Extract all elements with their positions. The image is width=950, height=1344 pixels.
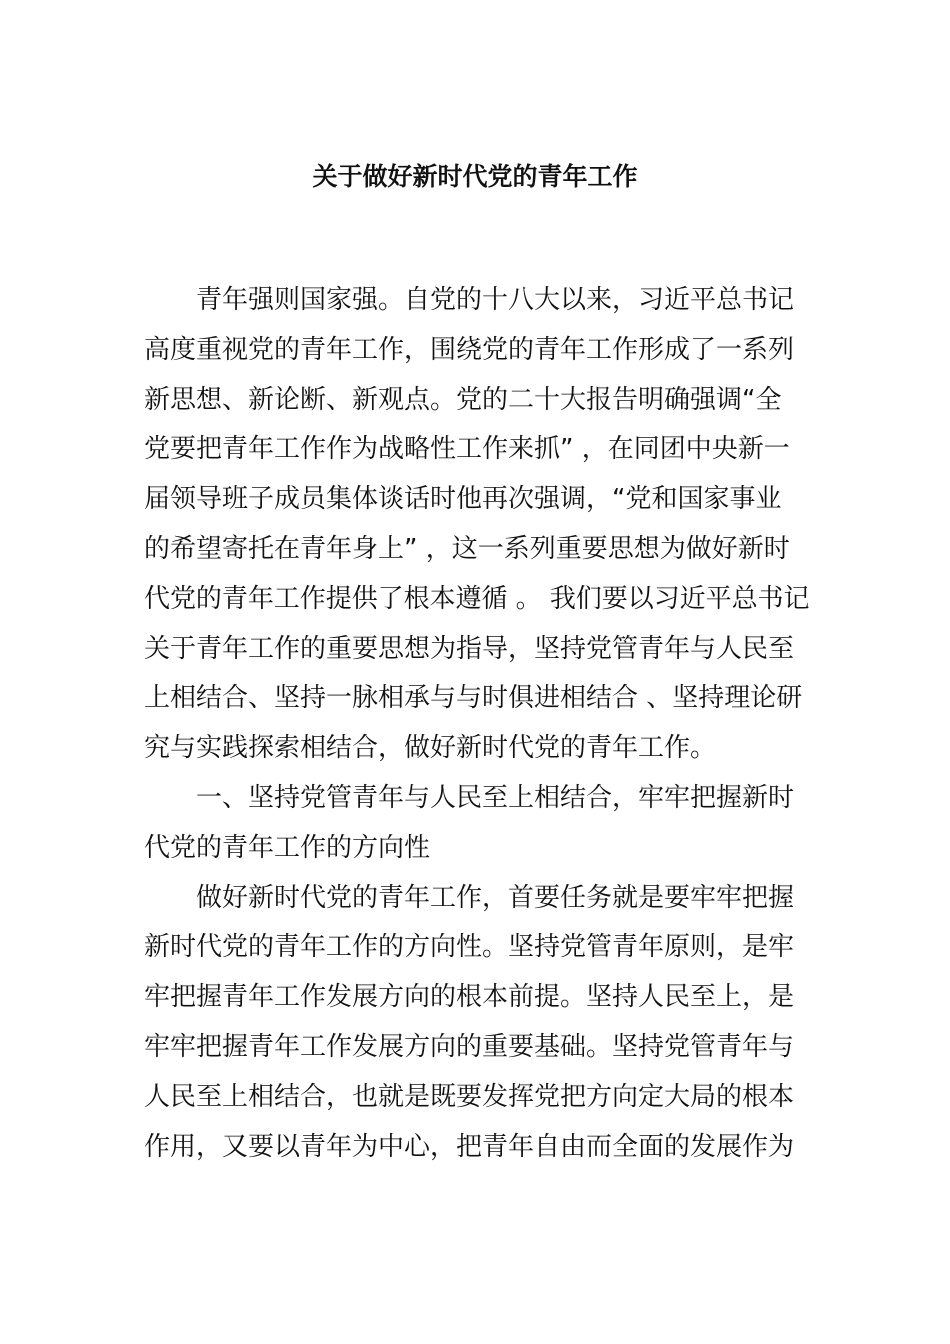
text-line: 代党的青年工作提供了根本遵循 。 我们要以习近平总书记 xyxy=(144,583,810,614)
text-line: 新时代党的青年工作的方向性。坚持党管青年原则，是牢 xyxy=(144,932,795,963)
document-title: 关于做好新时代党的青年工作 xyxy=(312,162,638,191)
text-line: 人民至上相结合，也就是既要发挥党把方向定大局的根本 xyxy=(144,1081,795,1112)
text-line: 青年强则国家强。自党的十八大以来，习近平总书记 xyxy=(196,285,795,315)
text-line: 届领导班子成员集体谈话时他再次强调，“党和国家事业 xyxy=(144,484,782,515)
text-line: 的希望寄托在青年身上” ，这一系列重要思想为做好新时 xyxy=(144,533,790,564)
text-line: 关于青年工作的重要思想为指导，坚持党管青年与人民至 xyxy=(144,633,795,664)
document-body xyxy=(144,276,810,1172)
text-line: 上相结合、坚持一脉相承与与时俱进相结合 、坚持理论研 xyxy=(144,683,803,714)
text-line: 党要把青年工作作为战略性工作来抓” ，在同团中央新一 xyxy=(144,434,790,465)
text-line: 新思想、新论断、新观点。党的二十大报告明确强调“全 xyxy=(144,384,782,415)
text-line: 高度重视党的青年工作，围绕党的青年工作形成了一系列 xyxy=(144,334,795,365)
text-line: 牢牢把握青年工作发展方向的重要基础。坚持党管青年与 xyxy=(144,1031,795,1062)
text-line: 一、坚持党管青年与人民至上相结合，牢牢把握新时 xyxy=(196,782,795,813)
text-line: 作用，又要以青年为中心，把青年自由而全面的发展作为 xyxy=(144,1131,795,1162)
text-line: 牢把握青年工作发展方向的根本前提。坚持人民至上，是 xyxy=(144,982,795,1013)
text-line: 究与实践探索相结合，做好新时代党的青年工作。 xyxy=(144,733,717,764)
text-line: 做好新时代党的青年工作，首要任务就是要牢牢把握 xyxy=(196,882,795,913)
text-line: 代党的青年工作的方向性 xyxy=(144,832,431,863)
